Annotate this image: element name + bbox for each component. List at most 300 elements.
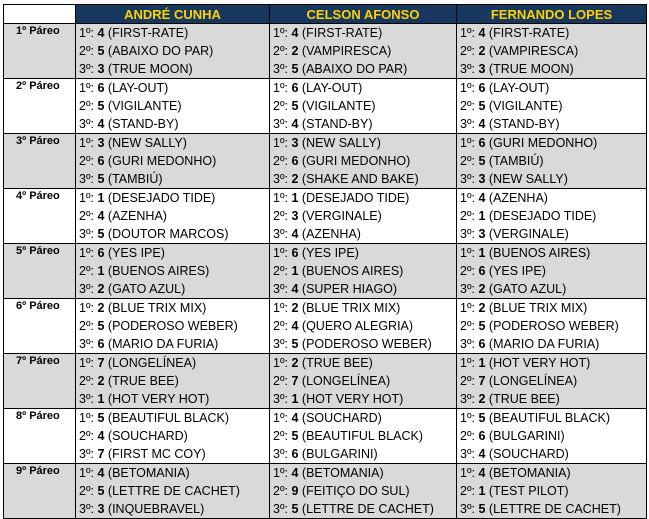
place-label: 1º: xyxy=(460,136,475,150)
horse-number: 6 xyxy=(478,337,486,351)
place-label: 3º: xyxy=(79,282,94,296)
horse-name: (SOUCHARD) xyxy=(107,429,188,443)
pick-row xyxy=(4,189,647,208)
horse-number: 5 xyxy=(97,99,105,113)
pick-row xyxy=(4,170,647,189)
horse-number: 3 xyxy=(97,502,105,516)
horse-number: 2 xyxy=(97,282,105,296)
pick-cell xyxy=(76,152,270,170)
place-label: 1º: xyxy=(273,356,288,370)
horse-number: 2 xyxy=(478,392,486,406)
horse-number: 5 xyxy=(478,154,486,168)
horse-number: 6 xyxy=(478,264,486,278)
horse-name: (NEW SALLY) xyxy=(107,136,187,150)
race-label: 8º Páreo xyxy=(4,409,76,464)
race-group xyxy=(4,409,647,464)
horse-name: (LETTRE DE CACHET) xyxy=(301,502,434,516)
place-label: 1º: xyxy=(79,466,94,480)
place-label: 3º: xyxy=(460,502,475,516)
place-label: 1º: xyxy=(460,466,475,480)
pick-cell xyxy=(270,225,457,244)
race-label: 1º Páreo xyxy=(4,24,76,79)
pick-cell xyxy=(270,500,457,519)
horse-name: (MARIO DA FURIA) xyxy=(107,337,219,351)
place-label: 3º: xyxy=(460,392,475,406)
pick-cell xyxy=(457,372,647,390)
race-label: 5º Páreo xyxy=(4,244,76,299)
horse-number: 4 xyxy=(291,411,299,425)
pick-cell xyxy=(76,60,270,79)
pick-cell xyxy=(270,427,457,445)
pick-cell xyxy=(76,372,270,390)
place-label: 3º: xyxy=(460,447,475,461)
place-label: 1º: xyxy=(460,81,475,95)
pick-row xyxy=(4,409,647,428)
place-label: 1º: xyxy=(79,136,94,150)
horse-number: 5 xyxy=(291,337,299,351)
place-label: 3º: xyxy=(273,227,288,241)
pick-cell xyxy=(270,354,457,373)
horse-number: 3 xyxy=(478,172,486,186)
horse-name: (AZENHA) xyxy=(301,227,361,241)
horse-number: 1 xyxy=(97,264,105,278)
horse-number: 6 xyxy=(478,136,486,150)
horse-name: (BUENOS AIRES) xyxy=(488,246,591,260)
place-label: 2º: xyxy=(460,374,475,388)
horse-name: (AZENHA) xyxy=(488,191,548,205)
pick-cell xyxy=(76,427,270,445)
place-label: 1º: xyxy=(79,356,94,370)
horse-number: 5 xyxy=(97,172,105,186)
horse-name: (VIGILANTE) xyxy=(107,99,182,113)
horse-number: 4 xyxy=(478,117,486,131)
pick-cell xyxy=(270,299,457,318)
horse-name: (LAY-OUT) xyxy=(107,81,169,95)
pick-cell xyxy=(270,97,457,115)
place-label: 2º: xyxy=(460,319,475,333)
pick-cell xyxy=(76,409,270,428)
horse-number: 3 xyxy=(97,136,105,150)
horse-name: (GATO AZUL) xyxy=(488,282,567,296)
pick-row xyxy=(4,427,647,445)
horse-name: (BUENOS AIRES) xyxy=(107,264,210,278)
place-label: 3º: xyxy=(460,172,475,186)
place-label: 2º: xyxy=(79,209,94,223)
place-label: 3º: xyxy=(460,62,475,76)
pick-cell xyxy=(270,280,457,299)
horse-number: 3 xyxy=(478,227,486,241)
place-label: 3º: xyxy=(273,337,288,351)
place-label: 2º: xyxy=(273,264,288,278)
horse-name: (MARIO DA FURIA) xyxy=(488,337,600,351)
place-label: 3º: xyxy=(79,337,94,351)
horse-name: (YES IPE) xyxy=(488,264,546,278)
horse-number: 1 xyxy=(478,246,486,260)
pick-cell xyxy=(457,354,647,373)
horse-name: (HOT VERY HOT) xyxy=(488,356,591,370)
horse-name: (FIRST-RATE) xyxy=(301,26,383,40)
horse-name: (BLUE TRIX MIX) xyxy=(107,301,207,315)
pick-cell xyxy=(76,299,270,318)
place-label: 1º: xyxy=(273,411,288,425)
pick-cell xyxy=(457,134,647,153)
pick-cell xyxy=(76,335,270,354)
place-label: 1º: xyxy=(460,246,475,260)
pick-row xyxy=(4,115,647,134)
pick-row xyxy=(4,225,647,244)
pick-row xyxy=(4,244,647,263)
pick-cell xyxy=(76,79,270,98)
pick-cell xyxy=(457,445,647,464)
horse-number: 3 xyxy=(291,136,299,150)
pick-cell xyxy=(76,500,270,519)
place-label: 3º: xyxy=(273,447,288,461)
horse-name: (FEITIÇO DO SUL) xyxy=(301,484,410,498)
horse-number: 6 xyxy=(478,429,486,443)
horse-name: (VERGINALE) xyxy=(301,209,382,223)
horse-number: 1 xyxy=(478,484,486,498)
pick-cell xyxy=(76,97,270,115)
race-group xyxy=(4,244,647,299)
pick-row xyxy=(4,60,647,79)
pick-cell xyxy=(270,134,457,153)
pick-cell xyxy=(76,354,270,373)
place-label: 3º: xyxy=(79,447,94,461)
horse-name: (GURI MEDONHO) xyxy=(107,154,217,168)
pick-cell xyxy=(270,115,457,134)
race-group xyxy=(4,79,647,134)
place-label: 1º: xyxy=(273,246,288,260)
horse-name: (LAY-OUT) xyxy=(488,81,550,95)
horse-number: 5 xyxy=(97,44,105,58)
horse-name: (FIRST-RATE) xyxy=(107,26,189,40)
place-label: 3º: xyxy=(273,282,288,296)
pick-row xyxy=(4,354,647,373)
horse-number: 4 xyxy=(97,429,105,443)
horse-name: (TEST PILOT) xyxy=(488,484,569,498)
horse-number: 1 xyxy=(291,264,299,278)
horse-number: 2 xyxy=(478,282,486,296)
pick-row xyxy=(4,464,647,483)
header-celson-afonso: CELSON AFONSO xyxy=(270,5,457,24)
horse-name: (TRUE BEE) xyxy=(488,392,560,406)
horse-name: (LONGELÍNEA) xyxy=(301,374,391,388)
horse-number: 1 xyxy=(291,392,299,406)
horse-number: 5 xyxy=(291,429,299,443)
horse-number: 4 xyxy=(291,117,299,131)
horse-name: (GATO AZUL) xyxy=(107,282,186,296)
pick-cell xyxy=(76,42,270,60)
pick-cell xyxy=(76,189,270,208)
horse-name: (YES IPE) xyxy=(107,246,165,260)
place-label: 3º: xyxy=(460,117,475,131)
horse-number: 2 xyxy=(291,356,299,370)
place-label: 3º: xyxy=(79,172,94,186)
pick-cell xyxy=(270,207,457,225)
pick-cell xyxy=(76,262,270,280)
pick-cell xyxy=(270,189,457,208)
horse-name: (STAND-BY) xyxy=(488,117,560,131)
place-label: 1º: xyxy=(460,26,475,40)
place-label: 1º: xyxy=(273,466,288,480)
place-label: 1º: xyxy=(79,246,94,260)
race-group xyxy=(4,464,647,519)
pick-cell xyxy=(270,152,457,170)
horse-name: (VAMPIRESCA) xyxy=(488,44,579,58)
horse-number: 7 xyxy=(97,447,105,461)
horse-name: (TRUE BEE) xyxy=(301,356,373,370)
horse-name: (VERGINALE) xyxy=(488,227,569,241)
pick-row xyxy=(4,207,647,225)
horse-name: (LAY-OUT) xyxy=(301,81,363,95)
horse-name: (DESEJADO TIDE) xyxy=(301,191,410,205)
place-label: 2º: xyxy=(460,484,475,498)
pick-cell xyxy=(457,500,647,519)
race-label: 3º Páreo xyxy=(4,134,76,189)
place-label: 2º: xyxy=(79,374,94,388)
place-label: 2º: xyxy=(273,484,288,498)
horse-name: (BULGARINI) xyxy=(301,447,378,461)
place-label: 2º: xyxy=(79,319,94,333)
horse-name: (BETOMANIA) xyxy=(107,466,190,480)
horse-name: (LONGELÍNEA) xyxy=(488,374,578,388)
pick-cell xyxy=(457,409,647,428)
horse-name: (AZENHA) xyxy=(107,209,167,223)
place-label: 2º: xyxy=(273,44,288,58)
horse-number: 3 xyxy=(291,209,299,223)
race-label: 9º Páreo xyxy=(4,464,76,519)
horse-number: 4 xyxy=(478,466,486,480)
pick-cell xyxy=(457,225,647,244)
horse-name: (DESEJADO TIDE) xyxy=(488,209,597,223)
horse-name: (BULGARINI) xyxy=(488,429,565,443)
horse-number: 5 xyxy=(291,62,299,76)
place-label: 3º: xyxy=(79,62,94,76)
horse-name: (BEAUTIFUL BLACK) xyxy=(107,411,230,425)
horse-number: 5 xyxy=(478,411,486,425)
pick-cell xyxy=(270,409,457,428)
horse-number: 5 xyxy=(291,502,299,516)
pick-cell xyxy=(457,482,647,500)
pick-row xyxy=(4,500,647,519)
horse-number: 4 xyxy=(478,26,486,40)
horse-name: (FIRST MC COY) xyxy=(107,447,206,461)
horse-name: (HOT VERY HOT) xyxy=(301,392,404,406)
horse-name: (VIGILANTE) xyxy=(301,99,376,113)
horse-number: 5 xyxy=(97,484,105,498)
horse-number: 7 xyxy=(97,356,105,370)
horse-name: (VAMPIRESCA) xyxy=(301,44,392,58)
pick-cell xyxy=(457,152,647,170)
pick-cell xyxy=(457,24,647,43)
horse-number: 7 xyxy=(291,374,299,388)
place-label: 3º: xyxy=(273,172,288,186)
horse-name: (TAMBIÚ) xyxy=(107,172,163,186)
horse-number: 3 xyxy=(97,62,105,76)
place-label: 3º: xyxy=(79,502,94,516)
horse-name: (VIGILANTE) xyxy=(488,99,563,113)
pick-cell xyxy=(457,207,647,225)
pick-cell xyxy=(457,244,647,263)
place-label: 2º: xyxy=(460,99,475,113)
horse-number: 5 xyxy=(97,411,105,425)
horse-number: 4 xyxy=(97,209,105,223)
pick-row xyxy=(4,42,647,60)
horse-number: 6 xyxy=(291,154,299,168)
pick-cell xyxy=(457,390,647,409)
pick-cell xyxy=(270,464,457,483)
horse-name: (LETTRE DE CACHET) xyxy=(488,502,621,516)
pick-row xyxy=(4,280,647,299)
horse-number: 9 xyxy=(291,484,299,498)
place-label: 2º: xyxy=(79,154,94,168)
horse-name: (QUERO ALEGRIA) xyxy=(301,319,414,333)
horse-number: 1 xyxy=(478,356,486,370)
horse-name: (TAMBIÚ) xyxy=(488,154,544,168)
horse-name: (NEW SALLY) xyxy=(488,172,568,186)
horse-name: (PODEROSO WEBER) xyxy=(301,337,432,351)
horse-number: 2 xyxy=(291,172,299,186)
horse-number: 6 xyxy=(291,447,299,461)
horse-name: (LETTRE DE CACHET) xyxy=(107,484,240,498)
pick-cell xyxy=(270,482,457,500)
place-label: 2º: xyxy=(79,264,94,278)
horse-name: (DOUTOR MARCOS) xyxy=(107,227,229,241)
race-group xyxy=(4,24,647,79)
pick-cell xyxy=(457,299,647,318)
horse-number: 4 xyxy=(291,319,299,333)
horse-number: 5 xyxy=(478,502,486,516)
horse-name: (BLUE TRIX MIX) xyxy=(488,301,588,315)
horse-number: 2 xyxy=(97,374,105,388)
horse-name: (ABAIXO DO PAR) xyxy=(301,62,408,76)
pick-row xyxy=(4,299,647,318)
horse-name: (BEAUTIFUL BLACK) xyxy=(301,429,424,443)
pick-cell xyxy=(76,464,270,483)
horse-name: (NEW SALLY) xyxy=(301,136,381,150)
horse-number: 1 xyxy=(291,191,299,205)
place-label: 1º: xyxy=(273,136,288,150)
race-label: 7º Páreo xyxy=(4,354,76,409)
place-label: 2º: xyxy=(273,429,288,443)
pick-cell xyxy=(270,60,457,79)
pick-cell xyxy=(76,207,270,225)
pick-row xyxy=(4,79,647,98)
place-label: 1º: xyxy=(79,411,94,425)
pick-cell xyxy=(270,42,457,60)
pick-cell xyxy=(76,115,270,134)
place-label: 2º: xyxy=(79,44,94,58)
horse-name: (STAND-BY) xyxy=(107,117,179,131)
pick-cell xyxy=(76,390,270,409)
place-label: 1º: xyxy=(79,81,94,95)
horse-name: (INQUEBRAVEL) xyxy=(107,502,205,516)
place-label: 1º: xyxy=(273,301,288,315)
horse-name: (LONGELÍNEA) xyxy=(107,356,197,370)
pick-row xyxy=(4,152,647,170)
horse-name: (SOUCHARD) xyxy=(301,411,382,425)
horse-number: 6 xyxy=(291,81,299,95)
pick-cell xyxy=(457,97,647,115)
place-label: 2º: xyxy=(79,484,94,498)
place-label: 1º: xyxy=(460,411,475,425)
horse-number: 5 xyxy=(97,227,105,241)
horse-name: (BEAUTIFUL BLACK) xyxy=(488,411,611,425)
pick-cell xyxy=(457,42,647,60)
pick-cell xyxy=(76,225,270,244)
pick-cell xyxy=(270,335,457,354)
horse-number: 7 xyxy=(478,374,486,388)
horse-number: 5 xyxy=(291,99,299,113)
pick-row xyxy=(4,482,647,500)
place-label: 2º: xyxy=(273,319,288,333)
pick-cell xyxy=(270,262,457,280)
pick-cell xyxy=(270,390,457,409)
horse-number: 2 xyxy=(97,301,105,315)
horse-number: 4 xyxy=(97,117,105,131)
horse-number: 1 xyxy=(97,392,105,406)
horse-name: (SUPER HIAGO) xyxy=(301,282,398,296)
place-label: 2º: xyxy=(460,264,475,278)
pick-cell xyxy=(76,134,270,153)
horse-name: (SHAKE AND BAKE) xyxy=(301,172,419,186)
pick-cell xyxy=(270,24,457,43)
race-group xyxy=(4,299,647,354)
place-label: 2º: xyxy=(460,154,475,168)
place-label: 1º: xyxy=(273,191,288,205)
pick-cell xyxy=(76,482,270,500)
pick-cell xyxy=(76,170,270,189)
place-label: 2º: xyxy=(273,374,288,388)
horse-number: 6 xyxy=(97,154,105,168)
place-label: 2º: xyxy=(273,209,288,223)
pick-cell xyxy=(76,24,270,43)
horse-number: 6 xyxy=(97,246,105,260)
place-label: 1º: xyxy=(79,301,94,315)
pick-cell xyxy=(457,427,647,445)
pick-cell xyxy=(457,115,647,134)
place-label: 1º: xyxy=(273,81,288,95)
race-label: 6º Páreo xyxy=(4,299,76,354)
place-label: 2º: xyxy=(460,429,475,443)
place-label: 2º: xyxy=(460,209,475,223)
horse-number: 1 xyxy=(97,191,105,205)
place-label: 3º: xyxy=(460,337,475,351)
place-label: 1º: xyxy=(79,26,94,40)
horse-name: (GURI MEDONHO) xyxy=(488,136,598,150)
horse-number: 3 xyxy=(478,62,486,76)
horse-number: 4 xyxy=(291,282,299,296)
pick-cell xyxy=(457,262,647,280)
horse-number: 6 xyxy=(478,81,486,95)
pick-cell xyxy=(76,445,270,464)
horse-name: (FIRST-RATE) xyxy=(488,26,570,40)
pick-cell xyxy=(457,170,647,189)
place-label: 2º: xyxy=(460,44,475,58)
pick-row xyxy=(4,372,647,390)
place-label: 1º: xyxy=(460,356,475,370)
pick-cell xyxy=(270,317,457,335)
place-label: 3º: xyxy=(460,227,475,241)
horse-number: 4 xyxy=(291,466,299,480)
pick-cell xyxy=(270,170,457,189)
pick-row xyxy=(4,390,647,409)
header-row xyxy=(4,5,647,24)
race-group xyxy=(4,189,647,244)
horse-number: 1 xyxy=(478,209,486,223)
horse-name: (PODEROSO WEBER) xyxy=(488,319,619,333)
pick-row xyxy=(4,445,647,464)
